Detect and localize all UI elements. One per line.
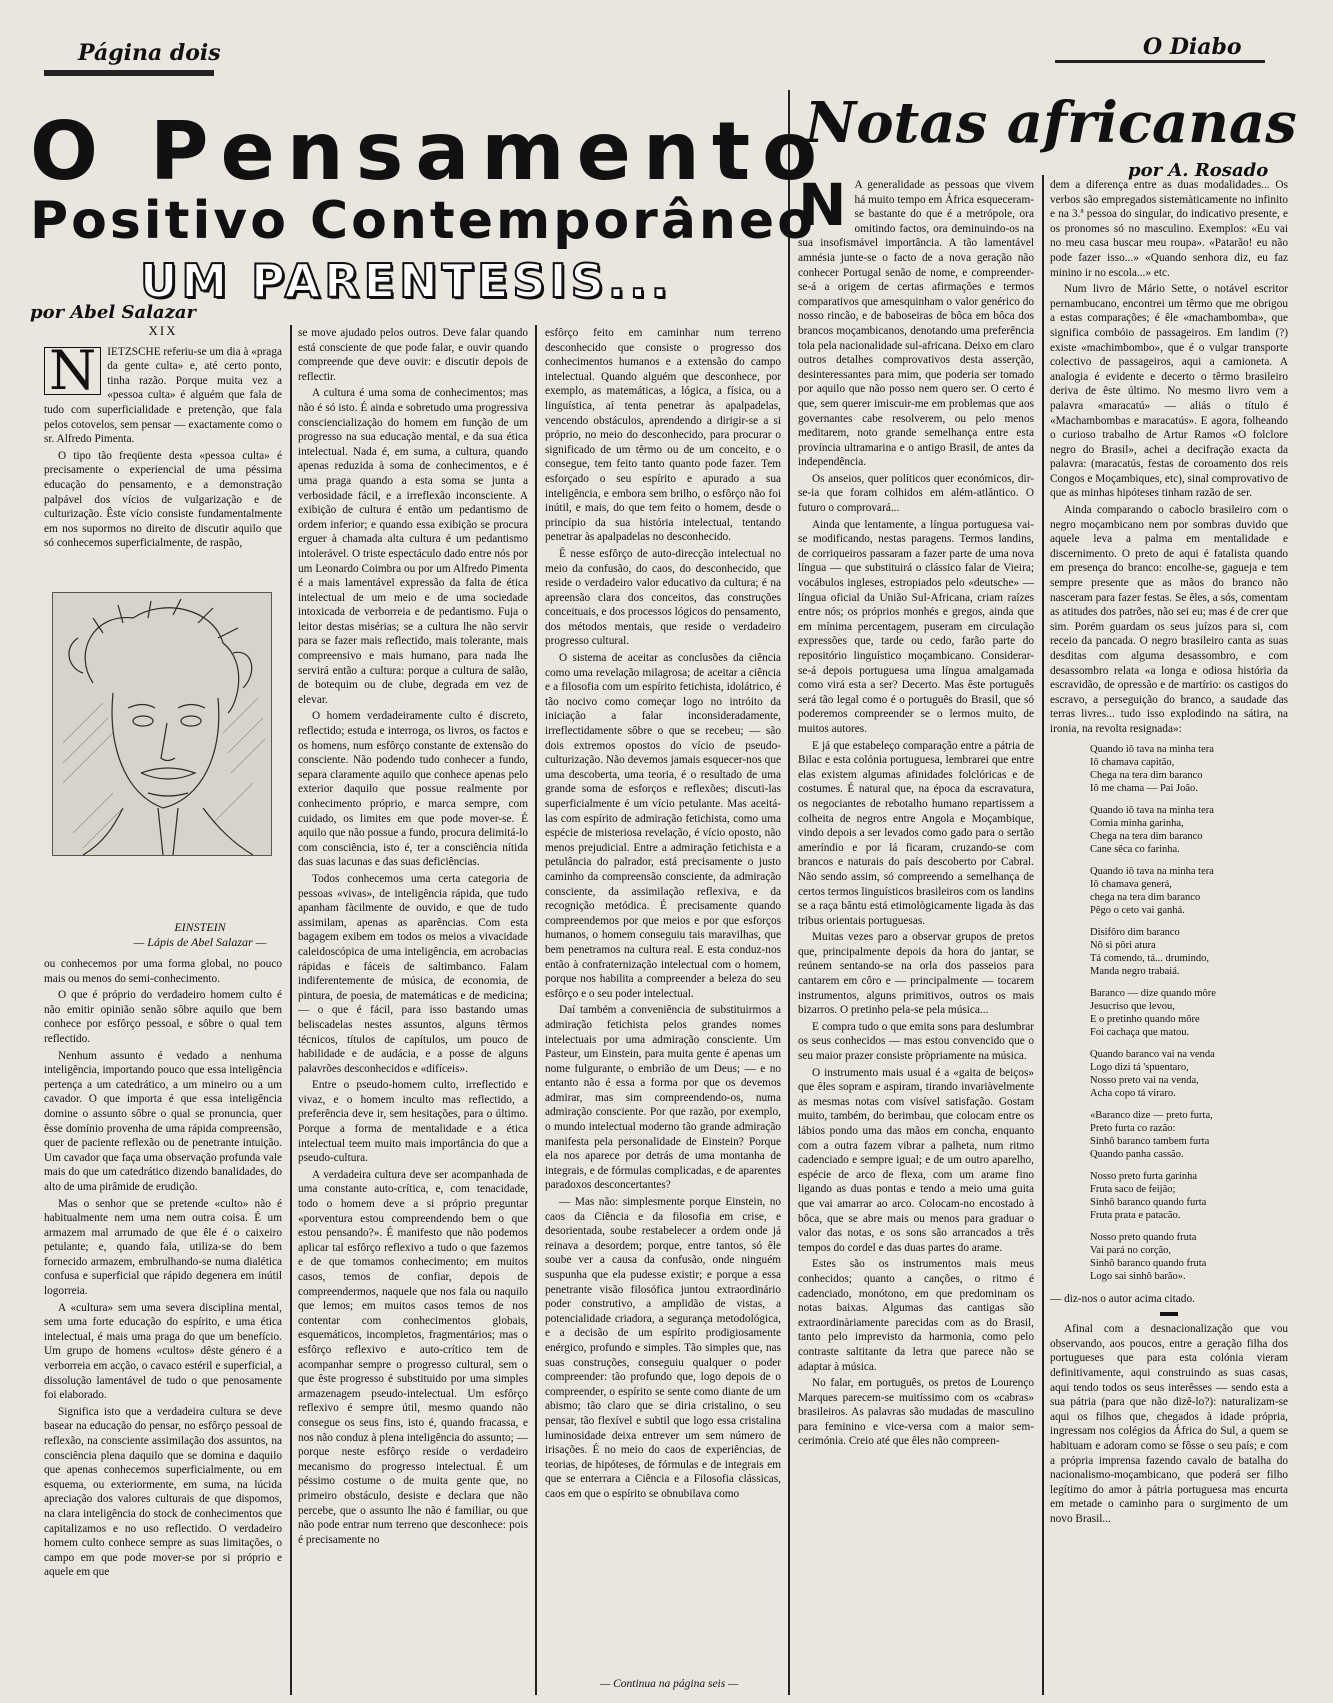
poem-line: «Baranco dize — preto furta, (1090, 1109, 1213, 1121)
paragraph: Estes são os instrumentos mais meus conhecidos; quanto a canções, o ritmo é cadenciado, monótono, em que predominam os notas baixas. Algumas das cantigas são extraordinàriamente parecidas com as do Brasil, tanto pelo imprevisto da harmonia, como pelo contraste saltitante da letra que parece não se adaptar à música. (798, 1258, 1034, 1373)
paragraph: Os anseios, quer políticos quer económicos, dir-se-ia que foram colhidos em além-atlântico. O futuro o comprovará... (798, 472, 1034, 515)
paragraph: Todos conhecemos uma certa categoria de pessoas «vivas», de inteligência rápida, que tudo apanham fàcilmente de ouvido, e que de tudo assimilam, apenas as aparências. Com esta bagagem exibem em todos os meios a vivacidade caleidoscópica de uma inteligência, em acrobacias rápidas e fáceis de saltimbanco. Falam indiferentemente de música, de economia, de pintura, de poesia, de matemáticas e de medicina; — o que é fácil, para isso bastando umas beliscadelas nestes assuntos, alguns têrmos técnicos, títulos de capítulos, um pouco de habilidade e de audácia, e a posse de alguns palavrões desconhecidos e «difíceis». (298, 872, 528, 1075)
paragraph: Entre o pseudo-homem culto, irreflectido e vivaz, e o homem inculto mas reflectido, a preferência deve ir, sem hesitações, para o último. Porque a forma de mentalidade e a ética intelectual teem muito mais importância do que a pseudo-cultura. (298, 1079, 528, 1165)
paragraph: No falar, em português, os pretos de Lourenço Marques parecem-se muitíssimo com os «cabras» brasileiros. As palavras são mudadas de masculino para feminino e vice-versa com a maior sem-cerimónia. Creio até que êles não compreen- (798, 1377, 1034, 1448)
poem-line: Tá comendo, tá... drumindo, (1090, 952, 1209, 964)
paragraph: Ainda que lentamente, a língua portuguesa vai-se modificando, nestas paragens. Termos landins, de corriqueiros passaram a fazer parte de uma nova língua — que substituirá o clássico falar de Vieira; vocábulos ingleses, estropiados pelo «deutsche» — língua oficial da União Sul-Africana, criam raízes entre nós; os próprios monhés e gregos, ainda que em mínima percentagem, puseram em circulação expressões que, tarde ou cedo, farão parte do repositório linguístico moçambicano. Considerar-se-á depois portuguesa uma língua amalgamada como virá esta a ser? Decerto. Mas êste português será tão legal como é o português do Brasil, que só poderemos compreender se o lermos muito, de muitos autores. (798, 518, 1034, 735)
paragraph: Muitas vezes paro a observar grupos de pretos que, principalmente depois da hora do jantar, se reúnem sentando-se na orla dos passeios para cantarem em côro e — principalmente — tocarem instrumentos, alguns primitivos, outros os mais bizarros. O pretinho pela-se pela música... (798, 931, 1034, 1017)
caption-title: EINSTEIN (174, 920, 226, 934)
poem-line: Quando iô tava na minha tera (1090, 804, 1214, 816)
poem-attribution: — diz-nos o autor acima citado. (1050, 1292, 1195, 1305)
paragraph: Num livro de Mário Sette, o notável escritor pernambucano, encontrei um têrmo que me obrigou a estas comparações; é êle «machambomba», que significa combóio de passageiros. Em landim (?) existe «machimbombo», que é o vulgar transporte colectivo de passageiros, aqui a camioneta. A analogia é evidente e decerto o têrmo brasileiro deriva de êste último. No mesmo livro vem a palavra «maracatú» — aliás o título é «Machambombas e maracatús». E agora, folheando o curioso trabalho de Artur Ramos «O folclore negro do Brasil», achei a decifração exacta da palavra: (maracatús, festas de coroamento dos reis Congos e Moçambiques, etc), sinal comprovativo de que as minhas hipóteses tinham razão de ser. (1050, 283, 1288, 500)
paragraph: O tipo tão freqüente desta «pessoa culta» é precisamente o experiencial de uma péssima educação do pensamento, e a demonstração palpável dos vícios de vulgarização e de culturização. Êste vício consiste fundamentalmente em nos supormos no direito de discutir aquilo que só conhecemos superficialmente, de raspão, (44, 449, 282, 550)
poem-line: Manda negro trabaiá. (1090, 965, 1180, 977)
poem-line: Nosso preto vai na venda, (1090, 1074, 1199, 1086)
poem-line: Foi cachaça que matou. (1090, 1026, 1190, 1038)
paragraph: A generalidade as pessoas que vivem há muito tempo em África esqueceram-se bastante do que é a metrópole, ora omitindo factos, ora deminuindo-os na sua insofismável importância. A tão lamentável amnésia junte-se o facto de a nova geração não conhecer Portugal senão de nome, e compreender-se-á a origem de certas afirmações e termos comparativos que amesquinham o valor genérico do nosso rincão, e de baboseiras de bôca em bôca dos brancos moçambicanos, denotando uma preferência tola pela nacionalidade sul-africana. Deixo em claro outros detalhes comprovativos desta asserção, desinteressantes para mim, que poderia ser tomado por aquilo que não posso nem quero ser. O certo é que, sem querer imiscuir-me em problemas que aos governantes cabe resolverem, ou pelo menos meditarem, noto grande semelhança entre esta província ultramarina e o antigo Brasil, de antes da independência. (798, 179, 1034, 469)
poem-line: Baranco — dize quando môre (1090, 987, 1216, 999)
poem-line: Nosso preto quando fruta (1090, 1231, 1197, 1243)
left-col1-bottom (44, 957, 282, 1697)
poem-line: Nô si pôri atura (1090, 939, 1156, 951)
poem-line: Chega na tera dim baranco (1090, 769, 1203, 781)
poem-stanza (1090, 1170, 1288, 1222)
drop-cap: N (798, 178, 847, 239)
poem-block (1090, 743, 1288, 1283)
paragraph: IETZSCHE referiu-se um dia à «praga da gente culta» e, até certo ponto, tinha razão. Porque muita vez a «pessoa culta» é alguém que fala de tudo com superficialidade e pretenção, que fala pelos cotovelos, sem pensar — exactamente como o sr. Alfredo Pimenta. (44, 345, 282, 446)
section-number: XIX (148, 324, 178, 338)
poem-line: E o pretinho quando môre (1090, 1013, 1200, 1025)
poem-line: Sinhô baranco quando fruta (1090, 1257, 1207, 1269)
header-rule-right (1055, 60, 1265, 63)
poem-stanza (1090, 987, 1288, 1039)
poem-stanza (1090, 926, 1288, 978)
article-divider (788, 90, 790, 1695)
poem-stanza (1090, 1109, 1288, 1161)
paragraph: Significa isto que a verdadeira cultura se deve basear na educação do pensar, no esfôrço pessoal de reflexão, na consciente assimilação dos assuntos, na consciência plena daquilo que se domina e daquilo que apenas conhecemos superficialmente, ou em esquema, ou exteriormente, em suma, na lúcida apreciação dos valores culturais de que dispomos, na clara inteligência do stock de conhecimentos que capitalizamos e no uso reflectido. O verdadeiro homem culto conhece sempre as suas limitações, o campo em que pode mover-se por si próprio e aquele em que (44, 1405, 282, 1579)
poem-line: Preto furta co razão: (1090, 1122, 1176, 1134)
page-number-header: Página dois (78, 40, 221, 66)
column-divider-3 (1042, 175, 1044, 1695)
right-article-title: Notas africanas (805, 90, 1297, 156)
paragraph: dem a diferença entre as duas modalidades... Os verbos são empregados sistemàticamente no infinito e na 3.ª pessoa do singular, do indicativo presente, e os pronomes só no masculino. Exemplos: «Eu vai no meu casa buscar meu roupa». «Patarão! eu não pode fazer isso...» «Quando senhora diz, eu faz minino ir no escola...» etc. (1050, 179, 1288, 279)
paragraph: O que é próprio do verdadeiro homem culto é não emitir opinião senão sôbre aquilo que bem conhece por esfôrço pessoal, e sôbre o qual tem reflectido. (44, 989, 282, 1045)
column-divider-2 (535, 325, 537, 1695)
left-col1-top (44, 324, 282, 586)
poem-line: Iô me chama — Pai João. (1090, 782, 1198, 794)
poem-line: Vai pará no corção, (1090, 1244, 1172, 1256)
poem-line: Acha copo tá viraro. (1090, 1087, 1176, 1099)
caption-credit: — Lápis de Abel Salazar — (133, 935, 267, 949)
left-byline: por Abel Salazar (30, 302, 196, 323)
poem-line: Sinhô baranco quando furta (1090, 1196, 1207, 1208)
right-col2 (1050, 178, 1288, 1698)
poem-line: Disifôro dim baranco (1090, 926, 1180, 938)
poem-line: Fruta prata e patacão. (1090, 1209, 1181, 1221)
poem-line: Iô chamava capitão, (1090, 756, 1175, 768)
paragraph: O instrumento mais usual é a «gaita de beiços» que êles sopram e aspiram, tirando invariàvelmente as mesmas notas com visível satisfação. Gostam muito, também, do berimbau, que colocam entre os lábios pondo uma das mãos em concha, enquanto com a outra fazem vibrar a palheta, num ritmo cadenciado e sempre igual; e de um outro aparelho, espécie de arco de flexa, com um arame fino ligando as duas pontas e tendo a meio uma guita que vai amarrar ao arco. Colocam-no encostado à bôca, que se abre mais ou menos para graduar o valor das notas, e os sons são arrancados a três tempos do cordel e das duas partes do arame. (798, 1066, 1034, 1254)
article-title-line2: Positivo Contemporâneo (30, 191, 816, 251)
poem-stanza (1090, 865, 1288, 917)
column-divider-1 (290, 325, 292, 1695)
right-col1 (798, 178, 1034, 1698)
paragraph: — Mas não: simplesmente porque Einstein, no caos da Ciência e da filosofia em crise, e desorientada, soube restabelecer a ordem onde já reinava a desordem; porque, entre tantos, só êle soube ver a causa da confusão, onde ninguém suspunha que ela pudesse existir; e porque a essa penetrante visão filosófica juntou extraordinário poder construtivo, a amplidão de vistas, a potencialidade criadora, a segurança metodológica, e a decisão de um espírito prodigiosamente enérgico, profundo e simples. Tão simples que, nas suas construções, conseguiu qualquer o poder compreender: tão profundo que, logo depois de o compreender, o espírito se sente como diante de um abismo; tão claro que se diria cristalino, o seu pensar, tão flexível e subtil que logo essa cristalina luminosidade deixa entrever um sem número de irisações. É no meio do caos de experiências, de teorias, de hipóteses, de fórmulas e de integrais em que se enterrara a Ciência e a Filosofia clássicas, caos em que o espírito se obnubilava como (545, 1196, 781, 1500)
poem-line: Jesucriso que levou, (1090, 1000, 1175, 1012)
paragraph: se move ajudado pelos outros. Deve falar quando está consciente de que pode falar, e ouvir quando compreende que deve ouvir: e discutir depois de reflectir. (298, 327, 528, 383)
paragraph: ou conhecemos por uma forma global, no pouco mais ou menos do semi-conhecimento. (44, 958, 282, 985)
paragraph: E compra tudo o que emita sons para deslumbrar os seus conhecidos — mas estou convencido que o seu maior prazer consiste pròpriamente na música. (798, 1020, 1034, 1063)
paragraph: Ainda comparando o caboclo brasileiro com o negro moçambicano nem por sombras duvido que aquele leva a palma em mentalidade e discernimento. O preto de aqui é fatalista quando em presença do branco: encolhe-se, gagueja e tem sempre presente que as mãos do branco não nasceram para fazer festas. Se êles, a sós, comentam as atitudes dos patrões, não sei eu; mas é de crer que sim. Porém guardam os seus juízos para si, com receio da pancada. O negro brasileiro canta as suas desditas com alguma desassombro, e com desassombro relata «a longa e odiosa história da escravidão, de opressão e de martírio: os castigos do escravo, a perseguição do branco, a saudade das terras livres... tudo isso explodindo na sátira, na ironia, na revolta resignada»: (1050, 504, 1288, 735)
left-col3 (545, 326, 781, 1676)
article-subtitle: UM PARENTESIS... (140, 254, 673, 308)
drop-cap: N (44, 347, 101, 395)
left-col2 (298, 326, 528, 1696)
article-title-line1: O Pensamento (30, 105, 830, 198)
continued-note: — Continua na página seis — (600, 1678, 739, 1690)
poem-line: chega na tera dim baranco (1090, 891, 1201, 903)
paragraph: O sistema de aceitar as conclusões da ciência como uma revelação milagrosa; de aceitar a ciência e a filosofia com um espírito fetichista, idolátrico, é tão nocivo como começar logo no intróito da iniciação a falar inconsideradamente, irreflectidamente sôbre o que se recebeu; — são dois extremos opostos do vício de pseudo-culturização. Não devemos jamais esquecer-nos que uma descoberta, uma teoria, é o resultado de uma grande soma de esforços e reflexões; discuti-las superficialmente é um vício petulante. Mas aceitá-las com espírito de admiração fetichista, como uma espécie de misteriosa revelação, é vício oposto, não menos prejudicial. Entre a admiração fetichista e a petulância do palrador, está precisamente o justo caminho da compreensão consciente, da admiração consciente, da assimilação reflexiva, e da recognição metódica. É precisamente quando compreendemos por que meios e por que esforços humanos, o homem conseguiu tais maravilhas, que bem penetramos na cultura real. E esta conduz-nos então à confraternização intelectual com o homem, porque nos habilita a compreender a beleza do seu esfôrço e o seu poder intelectual. (545, 652, 781, 1000)
poem-line: Quando iô tava na minha tera (1090, 743, 1214, 755)
poem-line: Comia minha garinha, (1090, 817, 1184, 829)
portrait-sketch-icon (53, 593, 271, 855)
poem-line: Quando baranco vai na venda (1090, 1048, 1215, 1060)
poem-line: Nosso preto furta garinha (1090, 1170, 1198, 1182)
poem-stanza (1090, 743, 1288, 795)
poem-stanza (1090, 1231, 1288, 1283)
paragraph: Nenhum assunto é vedado a nenhuma inteligência, importando pouco que essa inteligência pertença a um catedrático, a um mineiro ou a um cavador. O que importa é que essa inteligência domine o assunto sôbre o qual se pronuncia, quer êsse domínio provenha de uma rápida compreensão, quer de paciente reflexão ou de penetrante intuição. Um cavador que faça uma observação profunda vale mais do que um catedrático dizendo banalidades, do alto de uma pirâmide de erudição. (44, 1049, 282, 1193)
portrait-caption (110, 920, 290, 950)
poem-line: Fruta saco de feijão; (1090, 1183, 1176, 1195)
poem-line: Logo sai sinhô barão». (1090, 1270, 1186, 1282)
newspaper-title-header: O Diabo (1143, 34, 1242, 60)
poem-line: Pêgo o ceto vai ganhá. (1090, 904, 1185, 916)
paragraph: Afinal com a desnacionalização que vou observando, aos poucos, entre a geração filha dos portugueses que para esta colónia vieram definitivamente, aqui construindo as suas casas, aqui tendo todos os seus interêsses — sendo esta a sua pátria (para que não dizê-lo?): naturalizam-se aqui os filhos que, chegados à idade própria, ingressam nos colégios da África do Sul, a quem se habituam e adoram como se fôsse o seu país; e com a própria imprensa fazendo cavalo de batalha do nacionalismo-moçambicano, que poderá ser filho legítimo do amor à pátria portuguesa mas encurta em metade o caminho para o surgimento de um novo Brasil... (1050, 1323, 1288, 1525)
poem-line: Chega na tera dim baranco (1090, 830, 1203, 842)
paragraph: esfôrço feito em caminhar num terreno desconhecido que consiste o progresso dos conhecimentos humanos e a extensão do campo intelectual. Quando alguém que desconhece, por exemplo, as matemáticas, a lógica, a física, ou a linguística, aí tenta penetrar às apalpadelas, vencendo obstáculos, aprendendo a dirigir-se a si próprio, no meio do desconhecido, para procurar o significado de um têrmo ou de um conceito, e o consegue, tem feito tanto quanto pode fazer. Tem esforçado o seu espírito e apurado a sua inteligência, e embora sem brilho, o esfôrço não foi inútil, e mais, do que tem feito o homem, desde o princípio da sua história intelectual, tentando penetrar às apalpadelas no desconhecido. (545, 327, 781, 544)
paragraph: Mas o senhor que se pretende «culto» não é habitualmente nem uma nem outra coisa. É um armazem mal arrumado de que êle é o caixeiro petulante; e, quando fala, utiliza-se do bem fornecido armazem, embrulhando-se numa dialética confusa e superficial que rápido degenera em inútil logorreia. (44, 1197, 282, 1298)
paragraph: A cultura é uma soma de conhecimentos; mas não é só isto. É ainda e sobretudo uma progressiva consciencialização do homem em função de um progresso na sua educação mental, e da sua ética intelectual. Nada é, em suma, a cultura, quando apenas reduzida à soma de conhecimentos, e é uma praga quando a esta soma se junta a verbosidade fácil, e a irreflexão inconsciente. A exibição de cultura é então um pedantismo de ordem inferior; e quando essa exibição se procura erguer à chamada alta cultura é um pedantismo intolerável. O triste espectáculo dado entre nós por um Leonardo Coimbra ou por um Alfredo Pimenta é a mais lamentável expressão da falta de ética intelectual de um meio e de uma sociedade intoxicada de verborreia e de pedantismo. Fuja o leitor destas misérias; se a cultura lhe não servir para se fazer mais reflectido, mais tolerante, mais compreensivo e mais humano, para nada lhe servirá então a cultura: porque a cultura de salão, de botequim ou de clube, degrada em vez de elevar. (298, 387, 528, 706)
paragraph: É nesse esfôrço de auto-direcção intelectual no meio da confusão, do caos, do desconhecido, que reside o verdadeiro valor educativo da cultura; é na apreensão clara dos conceitos, das construções conceituais, e dos processos lógicos do pensamento, dos métodos mentais, que reside o verdadeiro progresso cultural. (545, 547, 781, 648)
paragraph: O homem verdadeiramente culto é discreto, reflectido; estuda e interroga, os livros, os factos e os homens, num esfôrço constante de extensão do consciente. Não podendo tudo conhecer a fundo, separa claramente aquilo que conhece apenas pelo exterior daquilo que possue realmente por conhecimento próprio, e marca sempre, com cuidado, os limites em que pode mover-se. É aquilo que não possue a fundo, procura delimitá-lo com consciência, isto é, ter a consciência nítida das suas lacunas e das suas deficiências. (298, 710, 528, 869)
poem-line: Logo dizi tá 'spuentaro, (1090, 1061, 1189, 1073)
section-divider (1160, 1312, 1178, 1316)
poem-line: Quando panha cassão. (1090, 1148, 1184, 1160)
right-byline: por A. Rosado (1128, 160, 1269, 181)
poem-line: Cane sêca co farinha. (1090, 843, 1180, 855)
header-rule-left (44, 70, 214, 76)
poem-stanza (1090, 1048, 1288, 1100)
paragraph: A verdadeira cultura deve ser acompanhada de uma constante auto-crítica, e, com tenacidade, todo o homem deve a si próprio preguntar «porventura estou compreendendo bem o que estou pensando?». É manifesto que não podemos aplicar tal esfôrço reflexivo a tudo o que fazemos e de que tomamos conhecimento; em muitos casos, temos de confiar, depois de compreendermos, naquele que nos fala ou naquilo que lemos; em muitos casos temos de nos contentar com conhecimentos globais, esquemáticos, incompletos, fragmentários; mas o esfôrço reflexivo e auto-crítico tem de acompanhar sempre o progresso cultural, sem o que êste progresso é substituido por uma simples armazenagem pseudo-intelectual. Um esfôrço reflexivo é sempre útil, mesmo quando não consegue os seus fins, isto é, quando fracassa, e nos não conduz à plena inteligência do assunto; — porque neste esfôrço reside o verdadeiro mecanismo do progresso intelectual. É um péssimo costume o de muita gente que, no primeiro obstáculo, desiste e declara que não percebe, que o assunto lhe não é familiar, ou que não pode entrar num terreno que desconhece: pois é precisamente no (298, 1168, 528, 1546)
einstein-portrait (52, 592, 272, 856)
poem-stanza (1090, 804, 1288, 856)
paragraph: Daí também a conveniência de substituirmos a admiração fetichista pelos grandes nomes intelectuais por uma admiração consciente. Um Pasteur, um Einstein, para muita gente é apenas um nome fulgurante, o embrião de um Deus; — e no entanto não é essa a forma por que os devemos admirar, mas sim compreendendo-os, numa admiração consciente. Por que razão, por exemplo, o mundo intelectual moderno tão grande admiração manifesta pela personalidade de Einstein? Porque ela nos aparece por detrás de uma montanha de integrais, e de fórmulas complicadas, e de aparentes paradoxos desconcertantes? (545, 1004, 781, 1192)
paragraph: A «cultura» sem uma severa disciplina mental, sem uma forte educação do espírito, e uma ética intelectual, é mais uma praga do que um benefício. Um grupo de homens «cultos» dêste género é a verborreia em acção, o cavaco estéril e superficial, a dissolução lamentável de tudo o que penosamente foi elaborado. (44, 1301, 282, 1402)
poem-line: Iô chamava generá, (1090, 878, 1172, 890)
poem-line: Sinhô baranco tambem furta (1090, 1135, 1210, 1147)
paragraph: E já que estabeleço comparação entre a pátria de Bilac e esta colónia portuguesa, lembrarei que entre elas existem algumas afinidades folclóricas e de costumes. É natural que, na época da escravatura, os negociantes de rebotalho humano repartissem a colheita de negros entre Angola e Moçambique, vindo depois a ser levados como gado para o sertão ameríndio e por lá ficaram, cruzando-se com brancos e naturais do país descoberto por Cabral. Não sendo assim, só compreendo a semelhança de certos termos linguísticos brasileiros com os landins se a raça bântu está etimològicamente ligada às das tribus orientais portuguesas. (798, 739, 1034, 927)
poem-line: Quando iô tava na minha tera (1090, 865, 1214, 877)
